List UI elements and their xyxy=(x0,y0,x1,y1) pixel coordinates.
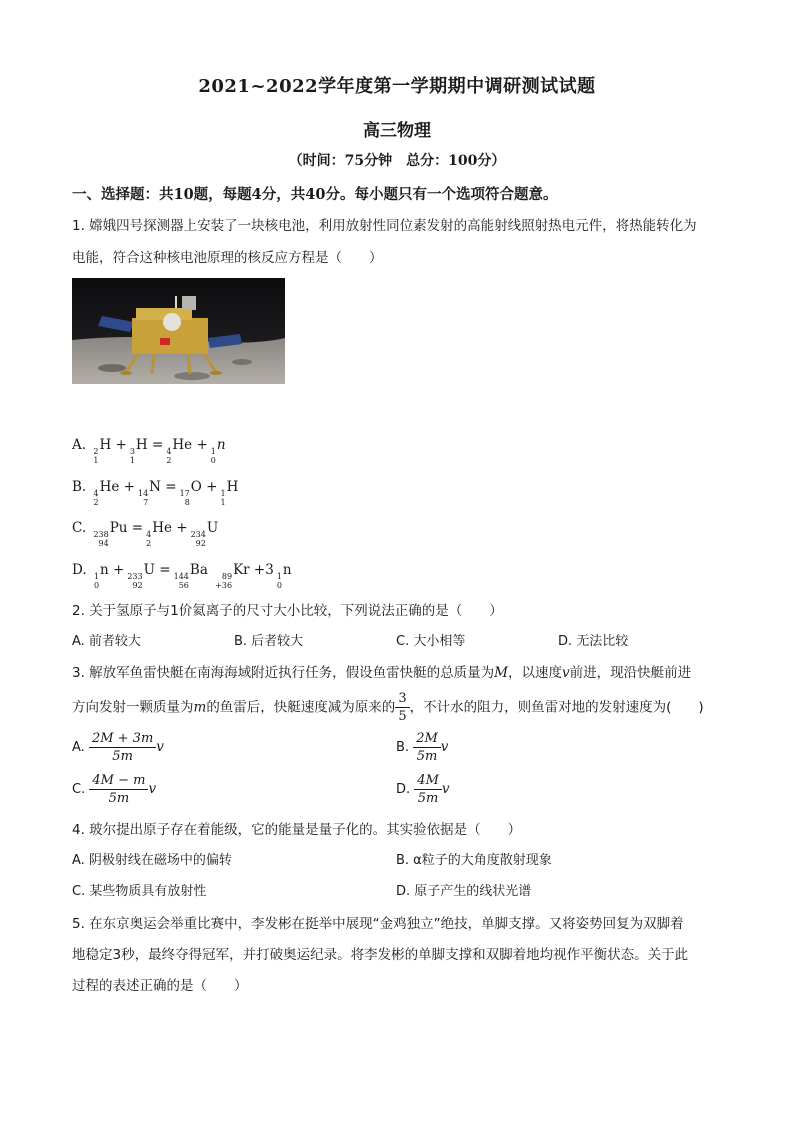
q1-option-c[interactable]: C. 238 94 Pu = 4 2 He + 234 92 U xyxy=(72,520,219,548)
q2-option-d[interactable]: D. 无法比较 xyxy=(558,634,629,649)
lunar-lander-image xyxy=(72,278,285,384)
q4-option-c[interactable]: C. 某些物质具有放射性 xyxy=(72,884,207,899)
exam-meta: （时间：75分钟 总分：100分） xyxy=(288,153,506,169)
q1-option-d[interactable]: D. 1 0 n + 233 92 U = 144 56 Ba 89 +36 Kr +3 1 0 n xyxy=(72,562,292,590)
q5-line2: 地稳定3秒，最终夺得冠军，并打破奥运纪录。将李发彬的单脚支撑和双脚着地均视作平衡状态。关于此 xyxy=(72,947,689,963)
exam-subject: 高三物理 xyxy=(363,121,431,141)
q3-option-d[interactable]: D. $\frac{4M}{5m}$ v xyxy=(396,773,450,806)
q1-option-b[interactable]: B. 4 2 He + 14 7 N = 17 8 O + 1 1 H xyxy=(72,479,239,507)
q3-option-b[interactable]: B. $\frac{2M}{5m}$ v xyxy=(396,731,449,764)
q3-line1: 3. 解放军鱼雷快艇在南海海域附近执行任务，假设鱼雷快艇的总质量为M，以速度v前进，现沿快艇前进 xyxy=(72,665,692,681)
q2-option-a[interactable]: A. 前者较大 xyxy=(72,634,141,649)
q1-line2: 电能，符合这种核电池原理的核反应方程是（ ） xyxy=(72,250,383,266)
q4-option-b[interactable]: B. α粒子的大角度散射现象 xyxy=(396,853,552,868)
q5-line3: 过程的表述正确的是（ ） xyxy=(72,978,248,994)
q3-line2: 方向发射一颗质量为m的鱼雷后，快艇速度减为原来的 $\frac{3}{5}$ ，不计水的阻力，则鱼雷对地的发射速度为( ) xyxy=(72,691,704,724)
q2-text: 2. 关于氢原子与1价氦离子的尺寸大小比较，下列说法正确的是（ ） xyxy=(72,603,503,619)
q1-option-a[interactable]: A. 2 1 H + 3 1 H = 4 2 He + 1 0 n xyxy=(72,437,226,465)
q2-option-c[interactable]: C. 大小相等 xyxy=(396,634,466,649)
q3-option-c[interactable]: C. $\frac{4M - m}{5m}$ v xyxy=(72,773,157,806)
q5-line1: 5. 在东京奥运会举重比赛中，李发彬在挺举中展现“金鸡独立”绝技，单脚支撑。又将姿势回复为双脚着 xyxy=(72,916,684,932)
exam-title: 2021~2022学年度第一学期期中调研测试试题 xyxy=(198,76,596,97)
q4-option-a[interactable]: A. 阴极射线在磁场中的偏转 xyxy=(72,853,232,868)
q4-option-d[interactable]: D. 原子产生的线状光谱 xyxy=(396,884,532,899)
q2-option-b[interactable]: B. 后者较大 xyxy=(234,634,304,649)
q4-text: 4. 玻尔提出原子存在着能级，它的能量是量子化的。其实验依据是（ ） xyxy=(72,822,522,838)
section-heading: 一、选择题：共10题，每题4分，共40分。每小题只有一个选项符合题意。 xyxy=(72,186,558,203)
q3-option-a[interactable]: A. $\frac{2M + 3m}{5m}$ v xyxy=(72,731,164,764)
q1-line1: 1. 嫦娥四号探测器上安装了一块核电池，利用放射性同位素发射的高能射线照射热电元件，将热能转化为 xyxy=(72,218,697,234)
